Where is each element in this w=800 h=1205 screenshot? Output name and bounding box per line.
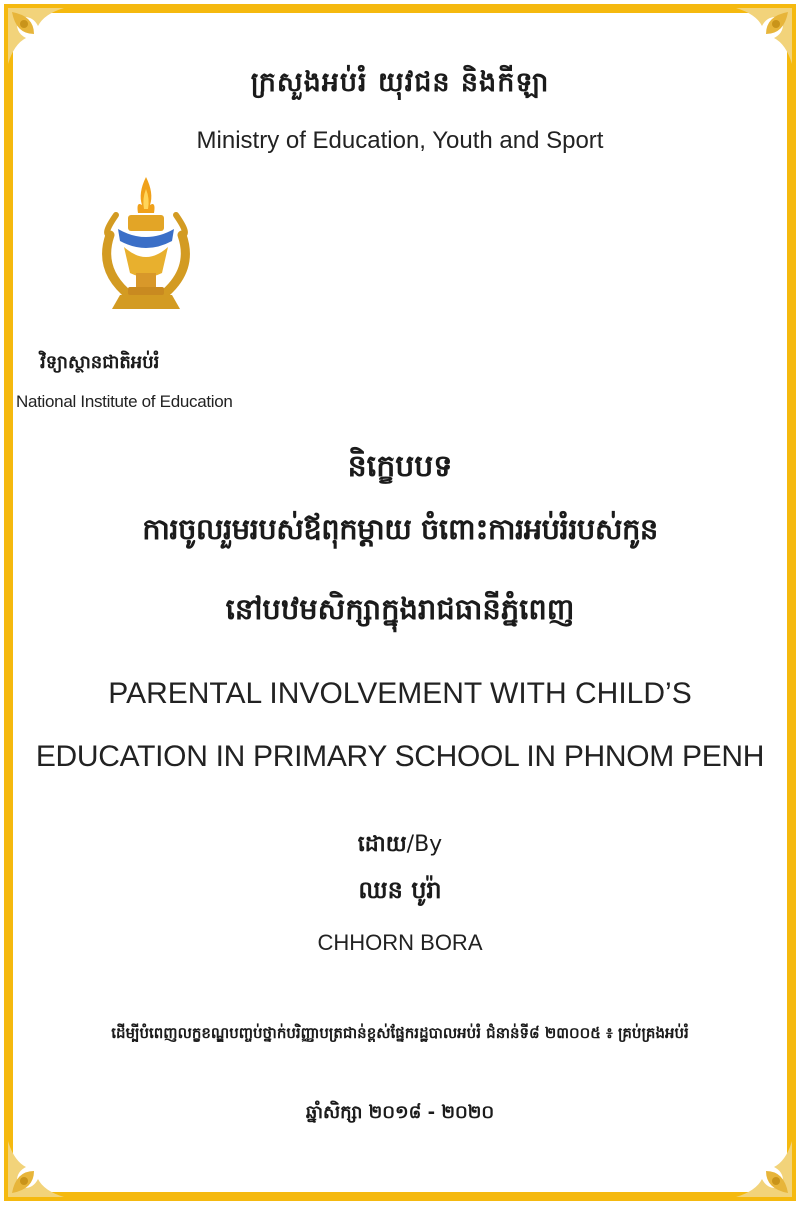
thesis-title-en-line2: EDUCATION IN PRIMARY SCHOOL IN PHNOM PENH — [35, 740, 765, 773]
thesis-title-km-line2: នៅបឋមសិក្សាក្នុងរាជធានីភ្នំពេញ — [225, 592, 575, 626]
author-name-en: CHHORN BORA — [317, 930, 483, 955]
thesis-title-en-line1: PARENTAL INVOLVEMENT WITH CHILD’S — [108, 677, 692, 710]
by-line — [0, 830, 800, 862]
academic-year: ឆ្នាំសិក្សា ២០១៨ - ២០២០ — [305, 1102, 495, 1123]
institute-name-en: National Institute of Education — [16, 392, 233, 411]
corner-ornament-icon — [726, 4, 796, 74]
by-label-en: /By — [406, 832, 443, 857]
corner-ornament-icon — [4, 4, 74, 74]
institute-emblem-icon — [80, 175, 212, 317]
ministry-title-en: Ministry of Education, Youth and Sport — [196, 127, 604, 154]
institute-name-km: វិទ្យាស្ថានជាតិអប់រំ — [40, 352, 160, 373]
ministry-title-km: ក្រសួងអប់រំ យុវជន និងកីឡា — [250, 67, 550, 98]
degree-purpose-statement: ដើម្បីបំពេញលក្ខខណ្ឌបញ្ចប់ថ្នាក់បរិញ្ញាបត្រជាន់ខ្ពស់ផ្នែករដ្ឋបាលអប់រំ ជំនាន់ទី៨ ២៣០០៥ ៖ គ្រប់គ្រងអប់រំ — [111, 1024, 689, 1042]
by-label-km: ដោយ — [357, 832, 407, 857]
corner-ornament-icon — [4, 1131, 74, 1201]
corner-ornament-icon — [726, 1131, 796, 1201]
thesis-title-km-line1: ការចូលរួមរបស់ឪពុកម្តាយ ចំពោះការអប់រំរបស់កូន — [142, 512, 658, 546]
author-name-km: ឈន បូរ៉ា — [358, 876, 442, 904]
thesis-label-km: និក្ខេបបទ — [347, 449, 453, 484]
